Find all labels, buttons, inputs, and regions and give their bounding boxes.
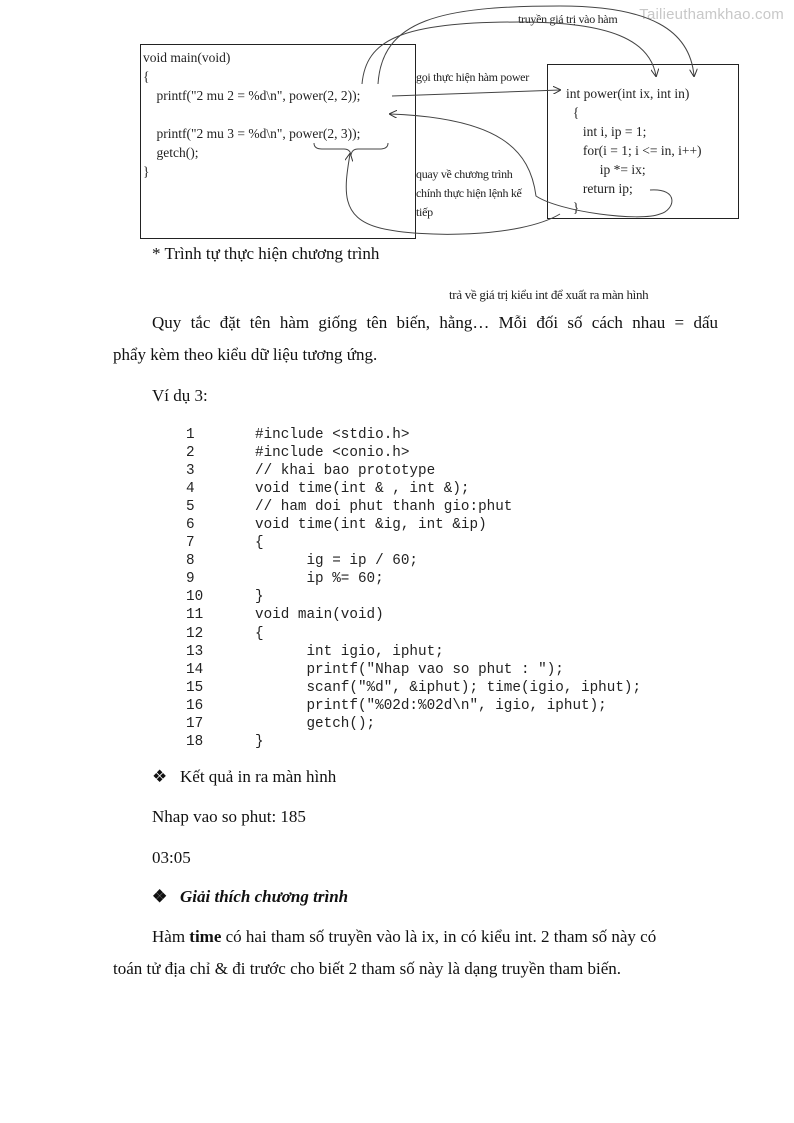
code-line-number: 18 (186, 733, 204, 750)
bullet-diamond-icon: ❖ (152, 767, 168, 786)
power-code-line: for(i = 1; i <= in, i++) (566, 143, 702, 158)
code-line (186, 733, 641, 751)
explain-rest: có hai tham số truyền vào là ix, in có kiểu int. 2 tham số này có (221, 927, 657, 946)
code-line-text: getch(); (255, 715, 376, 732)
note-call-power: gọi thực hiện hàm power (416, 70, 529, 84)
power-code-line: } (566, 200, 580, 215)
code-line-number: 7 (186, 535, 195, 552)
code-line-text: } (255, 589, 264, 606)
main-code-line: getch(); (143, 145, 199, 160)
code-line (186, 606, 641, 624)
explain-line-2: toán tử địa chỉ & đi trước cho biết 2 tham số này là dạng truyền tham biến. (113, 959, 622, 978)
code-line (186, 498, 641, 516)
code-line (186, 444, 641, 462)
note-pass-values: truyền giá trị vào hàm (518, 12, 618, 26)
code-listing (186, 426, 641, 751)
code-line-text: #include <stdio.h> (255, 427, 410, 443)
watermark: Tailieuthamkhao.com (639, 6, 784, 23)
power-code-line: int i, ip = 1; (566, 124, 647, 139)
paragraph-naming-rule-line-1: Quy tắc đặt tên hàm giống tên biến, hằng… Mỗi đối số cách nhau = dấu (152, 313, 718, 332)
code-line-text: { (255, 535, 264, 552)
main-code-line: void main(void) (143, 50, 231, 65)
code-line-number: 11 (186, 607, 204, 624)
code-line-text: // ham doi phut thanh gio:phut (255, 499, 513, 516)
code-line (186, 426, 641, 444)
code-line-number: 4 (186, 481, 195, 498)
arrow-pass-value-in (378, 6, 694, 84)
explain-bold-word: time (189, 927, 222, 946)
code-line-number: 12 (186, 625, 204, 642)
result-heading-text: Kết quả in ra màn hình (180, 767, 337, 786)
explain-line-1 (152, 921, 718, 953)
result-heading (152, 761, 336, 793)
code-line (186, 552, 641, 570)
main-code-line: printf("2 mu 3 = %d\n", power(2, 3)); (143, 126, 361, 141)
code-line (186, 697, 641, 715)
code-line (186, 661, 641, 679)
code-line-text: ig = ip / 60; (255, 553, 419, 570)
note-return-value: trả về giá trị kiểu int để xuất ra màn hình (449, 287, 649, 302)
code-line (186, 588, 641, 606)
code-line-number: 17 (186, 715, 204, 732)
power-code-line: ip *= ix; (566, 162, 646, 177)
code-line (186, 462, 641, 480)
code-line (186, 480, 641, 498)
code-line-number: 1 (186, 427, 195, 443)
paragraph-naming-rule-line-2: phẩy kèm theo kiểu dữ liệu tương ứng. (113, 345, 378, 364)
main-code-line: printf("2 mu 2 = %d\n", power(2, 2)); (143, 88, 361, 103)
arrow-return-main (346, 154, 560, 234)
note-return-line-2: chính thực hiện lệnh kế (416, 186, 522, 200)
code-line-number: 16 (186, 697, 204, 714)
code-line-number: 13 (186, 643, 204, 660)
code-line-text: int igio, iphut; (255, 643, 444, 660)
code-line-text: void time(int &ig, int &ip) (255, 517, 487, 534)
arrow-return-value (390, 114, 672, 217)
brace-power-call (314, 143, 388, 155)
code-line-text: printf("%02d:%02d\n", igio, iphut); (255, 697, 607, 714)
code-line-number: 2 (186, 445, 195, 462)
output-line-2: 03:05 (152, 848, 191, 867)
code-line (186, 715, 641, 733)
code-line-text: } (255, 733, 264, 750)
code-line (186, 516, 641, 534)
code-line-text: ip %= 60; (255, 571, 384, 588)
power-code-line: int power(int ix, int in) (566, 86, 690, 101)
code-line (186, 570, 641, 588)
explain-prefix: Hàm (152, 927, 190, 946)
bullet-diamond-icon: ❖ (152, 887, 168, 906)
power-code-line: { (566, 105, 580, 120)
flow-arrows (0, 0, 794, 260)
output-line-1: Nhap vao so phut: 185 (152, 807, 306, 826)
code-line-number: 6 (186, 517, 195, 534)
power-code-line: return ip; (566, 181, 633, 196)
code-line-number: 10 (186, 589, 204, 606)
code-line-text: printf("Nhap vao so phut : "); (255, 661, 564, 678)
code-line (186, 679, 641, 697)
explain-heading (152, 881, 348, 913)
code-line-number: 15 (186, 679, 204, 696)
note-return-line-3: tiếp (416, 205, 433, 219)
diagram-caption: * Trình tự thực hiện chương trình (152, 244, 380, 263)
arrow-call-power (392, 90, 560, 96)
example-label: Ví dụ 3: (152, 386, 208, 405)
main-code-line: { (143, 69, 150, 84)
note-return-line-1: quay về chương trình (416, 167, 513, 181)
code-line-text: scanf("%d", &iphut); time(igio, iphut); (255, 679, 642, 696)
code-line-text: void time(int & , int &); (255, 481, 470, 498)
code-line-text: #include <conio.h> (255, 445, 410, 462)
code-line-text: { (255, 625, 264, 642)
explain-heading-text: Giải thích chương trình (180, 887, 349, 906)
code-line-text: void main(void) (255, 607, 384, 624)
code-line-number: 3 (186, 463, 195, 480)
code-line-text: // khai bao prototype (255, 463, 436, 480)
code-line (186, 534, 641, 552)
code-line (186, 625, 641, 643)
code-line-number: 8 (186, 553, 195, 570)
code-line (186, 643, 641, 661)
main-code-line: } (143, 164, 150, 179)
code-line-number: 9 (186, 571, 195, 588)
code-line-number: 14 (186, 661, 204, 678)
code-line-number: 5 (186, 499, 195, 516)
